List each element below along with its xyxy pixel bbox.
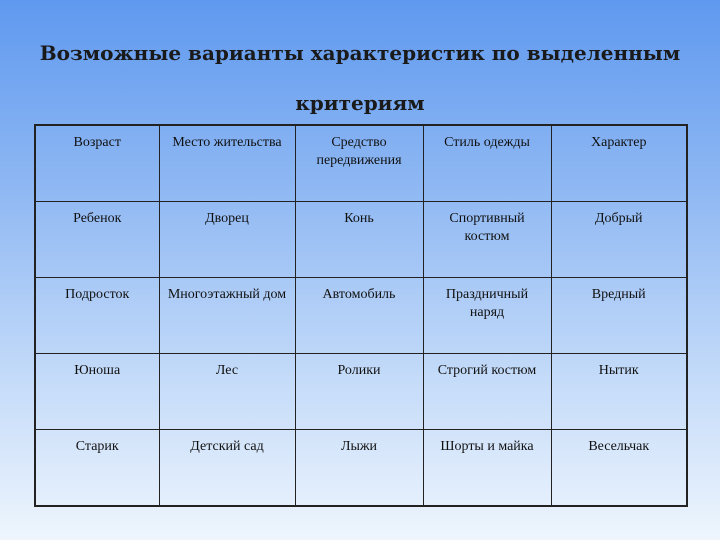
table-cell: Характер bbox=[551, 125, 687, 202]
table-cell: Праздничный наряд bbox=[423, 278, 551, 354]
table-cell: Автомобиль bbox=[295, 278, 423, 354]
table-row bbox=[35, 354, 687, 430]
table-cell: Юноша bbox=[35, 354, 159, 430]
title-line-1: Возможные варианты характеристик по выделенным bbox=[39, 41, 681, 65]
page-title bbox=[0, 28, 720, 128]
table-cell: Детский сад bbox=[159, 430, 295, 507]
table-cell: Место жительства bbox=[159, 125, 295, 202]
table-cell: Добрый bbox=[551, 202, 687, 278]
table-cell: Многоэтажный дом bbox=[159, 278, 295, 354]
table-cell: Лес bbox=[159, 354, 295, 430]
table-cell: Старик bbox=[35, 430, 159, 507]
title-line-2: критериям bbox=[295, 91, 425, 115]
table-cell: Строгий костюм bbox=[423, 354, 551, 430]
table-cell: Ролики bbox=[295, 354, 423, 430]
table-row bbox=[35, 202, 687, 278]
table-cell: Ребенок bbox=[35, 202, 159, 278]
criteria-table bbox=[34, 124, 688, 507]
table-cell: Стиль одежды bbox=[423, 125, 551, 202]
table-row bbox=[35, 278, 687, 354]
table-cell: Вредный bbox=[551, 278, 687, 354]
table-cell: Лыжи bbox=[295, 430, 423, 507]
table-cell: Возраст bbox=[35, 125, 159, 202]
table-cell: Спортивный костюм bbox=[423, 202, 551, 278]
table-cell: Шорты и майка bbox=[423, 430, 551, 507]
table-cell: Средство передвижения bbox=[295, 125, 423, 202]
table-cell: Нытик bbox=[551, 354, 687, 430]
table-cell: Конь bbox=[295, 202, 423, 278]
table-row-header bbox=[35, 125, 687, 202]
table-cell: Весельчак bbox=[551, 430, 687, 507]
table-cell: Подросток bbox=[35, 278, 159, 354]
table-cell: Дворец bbox=[159, 202, 295, 278]
table-row bbox=[35, 430, 687, 507]
